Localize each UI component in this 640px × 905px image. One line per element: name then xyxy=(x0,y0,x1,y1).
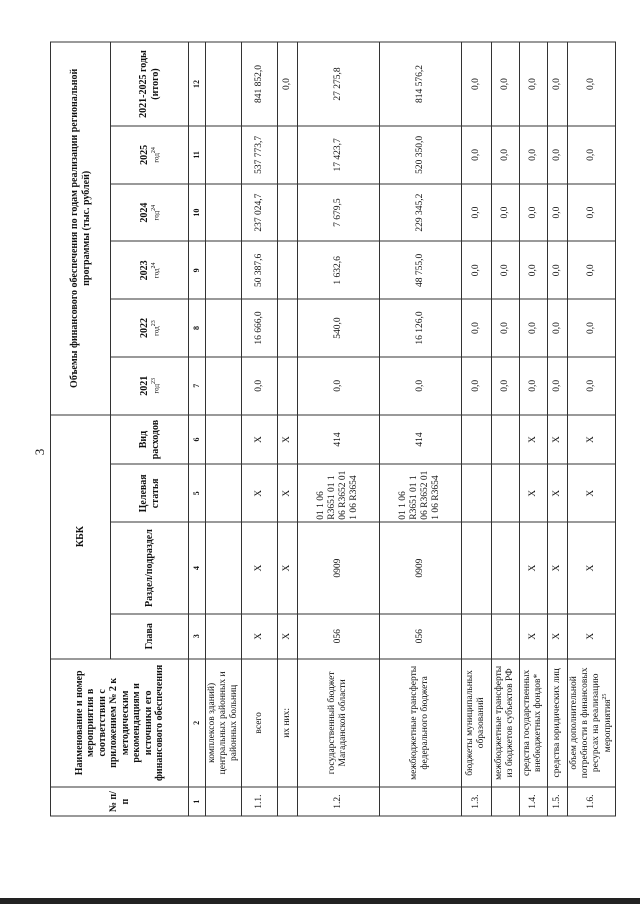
row-value-2023: 50 387,6 xyxy=(241,241,277,299)
row-total: 27 275,8 xyxy=(297,42,379,126)
row-section: Х xyxy=(519,522,547,614)
row-total: 0,0 xyxy=(547,42,567,126)
row-exp-type: Х xyxy=(567,415,615,465)
page-number: 3 xyxy=(32,448,47,456)
row-value-2024: 0,0 xyxy=(519,184,547,242)
row-target: 01 1 06 R3651 01 1 06 R3652 01 1 06 R3654 xyxy=(379,464,461,522)
row-value-2024: 0,0 xyxy=(461,184,491,242)
row-total: 0,0 xyxy=(567,42,615,126)
row-exp-type: 414 xyxy=(297,415,379,465)
header-year-2022: 2022 год$^{23}$ xyxy=(111,299,189,357)
header-total: 2021-2025 годы (итого) xyxy=(111,42,189,126)
header-name: Наименование и номер мероприятия в соответствии с приложением № 2 к методическим рекомендациям и источники его финансового обеспечения xyxy=(51,659,189,788)
row-target: Х xyxy=(567,464,615,522)
row-num: 1.6. xyxy=(567,787,615,816)
row-value-2024: 7 679,5 xyxy=(297,184,379,242)
row-exp-type: Х xyxy=(547,415,567,465)
index-cell: 11 xyxy=(189,126,206,184)
table-row xyxy=(567,42,615,816)
row-value-2022: 16 126,0 xyxy=(379,299,461,357)
row-value-2021: 0,0 xyxy=(519,357,547,415)
header-chapter: Глава xyxy=(111,614,189,659)
row-name: средства государственных внебюджетных фондов* xyxy=(519,659,547,788)
row-target: Х xyxy=(547,464,567,522)
row-chapter: Х xyxy=(547,614,567,659)
index-cell: 10 xyxy=(189,184,206,242)
row-value-2025: 0,0 xyxy=(461,126,491,184)
row-value-2024: 0,0 xyxy=(567,184,615,242)
row-num xyxy=(491,787,519,816)
index-cell: 3 xyxy=(189,614,206,659)
row-value-2022: 0,0 xyxy=(567,299,615,357)
index-cell: 4 xyxy=(189,522,206,614)
row-value-2022: 540,0 xyxy=(297,299,379,357)
header-row-1 xyxy=(51,42,111,816)
row-total: 0,0 xyxy=(461,42,491,126)
row-exp-type: Х xyxy=(519,415,547,465)
header-funding: Объемы финансового обеспечения по годам реализации региональной программы (тыс. рублей) xyxy=(51,42,111,415)
row-chapter: Х xyxy=(241,614,277,659)
index-cell: 2 xyxy=(189,659,206,788)
row-chapter: Х xyxy=(277,614,297,659)
row-value-2024: 0,0 xyxy=(547,184,567,242)
row-chapter: 056 xyxy=(379,614,461,659)
funding-table xyxy=(50,42,616,817)
table-row xyxy=(277,42,297,816)
row-value-2022: 0,0 xyxy=(491,299,519,357)
header-year-2023: 2023 год$^{24}$ xyxy=(111,241,189,299)
row-value-2023: 0,0 xyxy=(461,241,491,299)
row-num xyxy=(206,787,242,816)
row-num: 1.1. xyxy=(241,787,277,816)
row-chapter: Х xyxy=(519,614,547,659)
header-exp-type: Вид расходов xyxy=(111,415,189,465)
index-cell: 7 xyxy=(189,357,206,415)
row-value-2021: 0,0 xyxy=(379,357,461,415)
row-value-2025: 0,0 xyxy=(567,126,615,184)
table-row xyxy=(491,42,519,816)
row-value-2024: 0,0 xyxy=(491,184,519,242)
row-chapter: 056 xyxy=(297,614,379,659)
header-kbk: КБК xyxy=(51,415,111,659)
table-row xyxy=(206,42,242,816)
row-section: Х xyxy=(567,522,615,614)
row-section: Х xyxy=(547,522,567,614)
row-value-2025: 0,0 xyxy=(491,126,519,184)
row-value-2024: 237 024,7 xyxy=(241,184,277,242)
row-value-2023: 1 632,6 xyxy=(297,241,379,299)
row-value-2025: 17 423,7 xyxy=(297,126,379,184)
row-total: 841 852,0 xyxy=(241,42,277,126)
row-value-2023: 0,0 xyxy=(519,241,547,299)
row-exp-type: 414 xyxy=(379,415,461,465)
table-row xyxy=(461,42,491,816)
index-cell: 8 xyxy=(189,299,206,357)
row-section: 0909 xyxy=(297,522,379,614)
row-total: 0,0 xyxy=(491,42,519,126)
funding-table-frame xyxy=(50,42,613,817)
row-num xyxy=(379,787,461,816)
row-target: Х xyxy=(277,464,297,522)
row-value-2021: 0,0 xyxy=(241,357,277,415)
index-cell: 9 xyxy=(189,241,206,299)
header-year-2025: 2025 год$^{24}$ xyxy=(111,126,189,184)
row-name: средства юридических лиц xyxy=(547,659,567,788)
table-row xyxy=(297,42,379,816)
index-cell: 6 xyxy=(189,415,206,465)
row-total: 0,0 xyxy=(519,42,547,126)
row-num: 1.2. xyxy=(297,787,379,816)
table-row xyxy=(241,42,277,816)
row-name: всего xyxy=(241,659,277,788)
row-num: 1.5. xyxy=(547,787,567,816)
row-num: 1.3. xyxy=(461,787,491,816)
row-value-2022: 0,0 xyxy=(519,299,547,357)
row-value-2025: 520 350,0 xyxy=(379,126,461,184)
row-name: межбюджетные трансферты из бюджетов субъектов РФ xyxy=(491,659,519,788)
row-name: объем дополнительной потребности в финансовых ресурсах на реализацию мероприятия$^{25}$ xyxy=(567,659,615,788)
header-target: Целевая статья xyxy=(111,464,189,522)
row-total: 0,0 xyxy=(277,42,297,126)
row-name: межбюджетные трансферты федерального бюджета xyxy=(379,659,461,788)
row-value-2021: 0,0 xyxy=(547,357,567,415)
index-cell: 1 xyxy=(189,787,206,816)
row-section: Х xyxy=(277,522,297,614)
table-row xyxy=(379,42,461,816)
index-cell: 5 xyxy=(189,464,206,522)
page-bottom-rule xyxy=(0,898,640,904)
header-year-2024: 2024 год$^{24}$ xyxy=(111,184,189,242)
row-value-2023: 48 755,0 xyxy=(379,241,461,299)
header-year-2021: 2021 год$^{23}$ xyxy=(111,357,189,415)
header-num: № п/п xyxy=(51,787,189,816)
row-value-2024: 229 345,2 xyxy=(379,184,461,242)
table-row xyxy=(547,42,567,816)
table-row xyxy=(519,42,547,816)
row-value-2021: 0,0 xyxy=(461,357,491,415)
header-section: Раздел/подраздел xyxy=(111,522,189,614)
row-exp-type: Х xyxy=(277,415,297,465)
row-value-2025: 0,0 xyxy=(519,126,547,184)
row-value-2023: 0,0 xyxy=(491,241,519,299)
index-cell: 12 xyxy=(189,42,206,126)
row-name: их них: xyxy=(277,659,297,788)
row-num xyxy=(277,787,297,816)
row-num: 1.4. xyxy=(519,787,547,816)
row-target: Х xyxy=(241,464,277,522)
row-chapter: Х xyxy=(567,614,615,659)
row-target: 01 1 06 R3651 01 1 06 R3652 01 1 06 R3654 xyxy=(297,464,379,522)
row-value-2023: 0,0 xyxy=(547,241,567,299)
row-value-2022: 16 666,0 xyxy=(241,299,277,357)
row-total: 814 576,2 xyxy=(379,42,461,126)
row-name: комплексов зданий) центральных районных и районных больниц xyxy=(206,659,242,788)
row-value-2022: 0,0 xyxy=(547,299,567,357)
row-target: Х xyxy=(519,464,547,522)
row-section: Х xyxy=(241,522,277,614)
row-exp-type: Х xyxy=(241,415,277,465)
row-value-2025: 0,0 xyxy=(547,126,567,184)
row-name: государственный бюджет Магаданской области xyxy=(297,659,379,788)
row-value-2023: 0,0 xyxy=(567,241,615,299)
row-value-2022: 0,0 xyxy=(461,299,491,357)
row-value-2025: 537 773,7 xyxy=(241,126,277,184)
row-value-2021: 0,0 xyxy=(567,357,615,415)
row-section: 0909 xyxy=(379,522,461,614)
row-value-2021: 0,0 xyxy=(297,357,379,415)
index-row xyxy=(189,42,206,816)
row-name: бюджеты муниципальных образований xyxy=(461,659,491,788)
row-value-2021: 0,0 xyxy=(491,357,519,415)
